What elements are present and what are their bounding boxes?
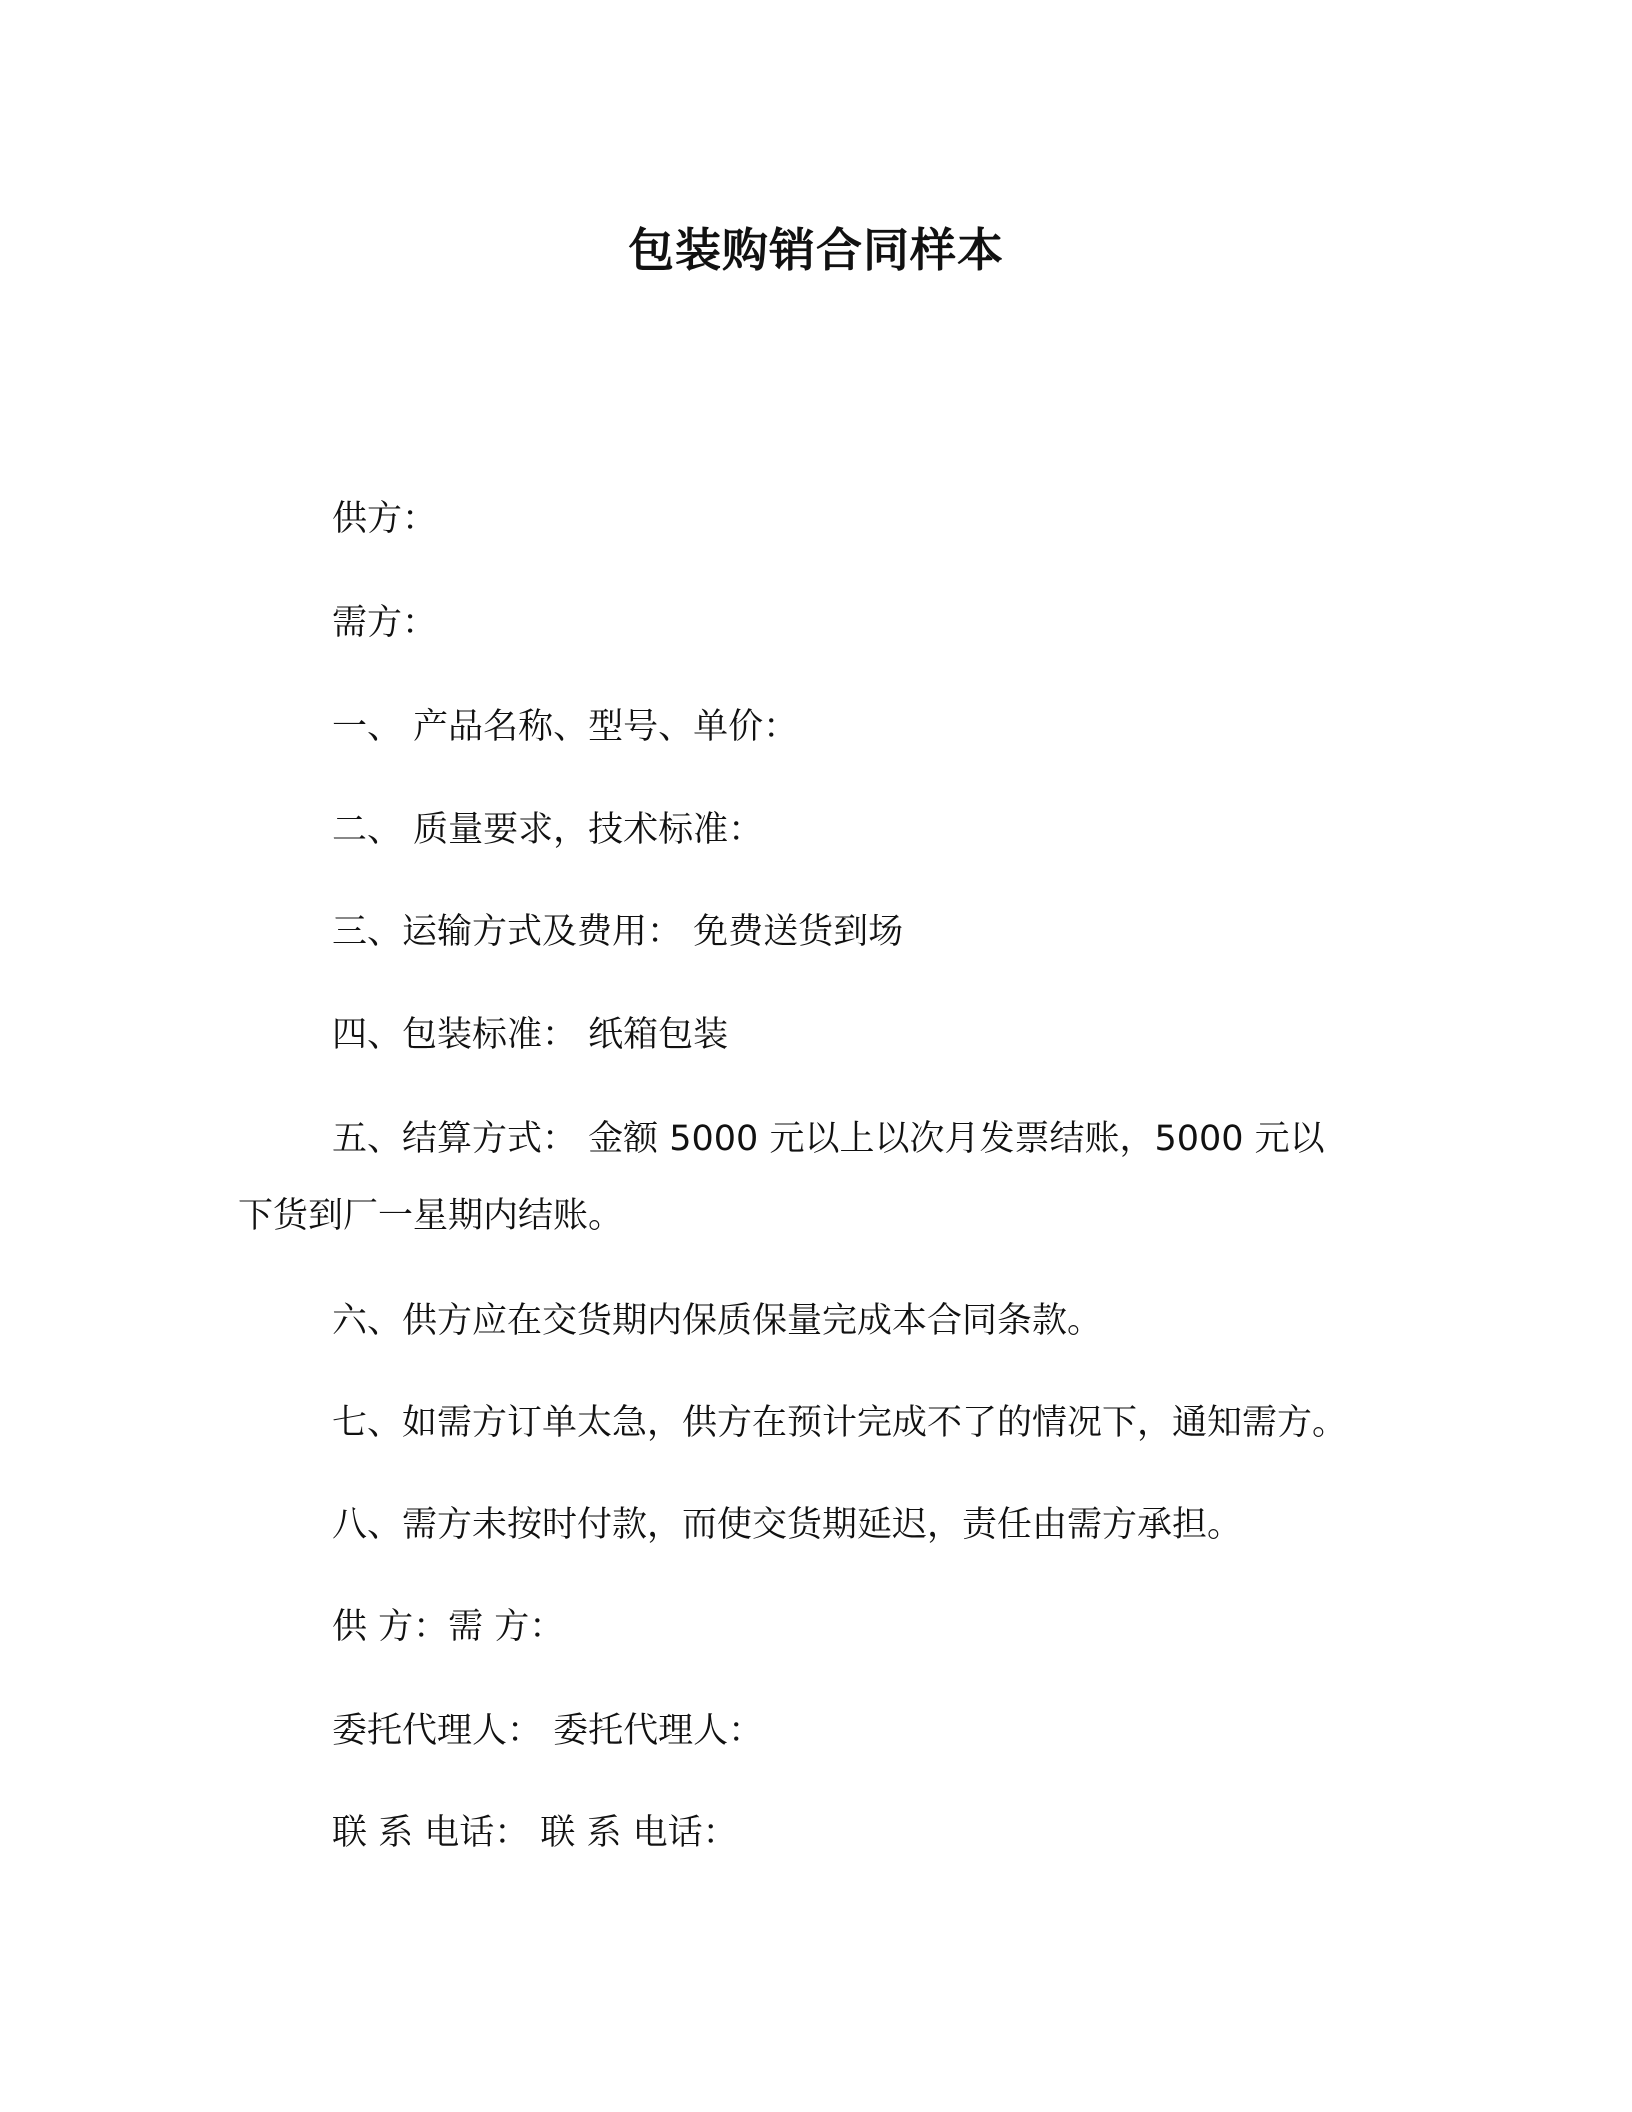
signature-phones: 联 系 电话： 联 系 电话：: [332, 1813, 738, 1853]
clause-6-delivery: 六、供方应在交货期内保质保量完成本合同条款。: [332, 1301, 1103, 1341]
buyer-line: 需方：: [332, 603, 438, 643]
clause-5-settlement-continued: 下货到厂一星期内结账。: [238, 1196, 624, 1236]
clause-7-urgent-order: 七、如需方订单太急，供方在预计完成不了的情况下，通知需方。: [332, 1403, 1348, 1443]
clause-1-product: 一、 产品名称、型号、单价：: [332, 707, 799, 747]
clause-5-settlement: 五、结算方式： 金额 5000 元以上以次月发票结账，5000 元以: [332, 1119, 1325, 1159]
clause-8-late-payment: 八、需方未按时付款，而使交货期延迟，责任由需方承担。: [332, 1505, 1243, 1545]
clause-4-packaging: 四、包装标准： 纸箱包装: [332, 1015, 729, 1055]
signature-parties: 供 方：需 方：: [332, 1607, 565, 1647]
document-title: 包装购销合同样本: [628, 223, 1004, 277]
clause-2-quality: 二、 质量要求，技术标准：: [332, 810, 764, 850]
supplier-line: 供方：: [332, 499, 438, 539]
clause-3-transport: 三、运输方式及费用： 免费送货到场: [332, 912, 904, 952]
signature-agents: 委托代理人： 委托代理人：: [332, 1711, 764, 1751]
